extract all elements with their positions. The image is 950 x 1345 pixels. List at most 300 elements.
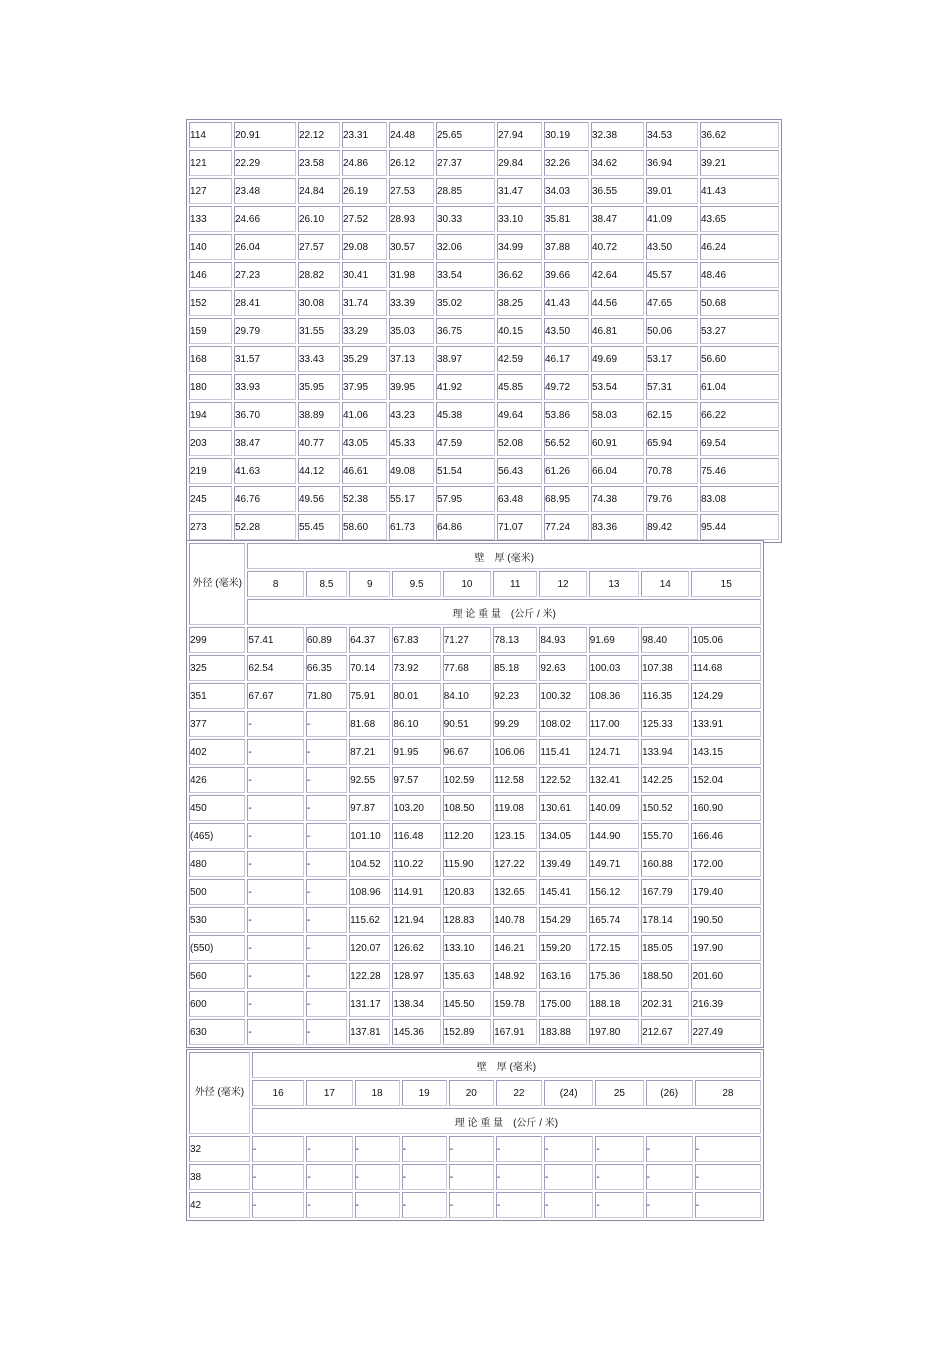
weight-cell: 71.80 bbox=[306, 683, 347, 709]
table-row bbox=[189, 683, 761, 709]
weight-cell: 38.89 bbox=[298, 402, 340, 428]
weight-cell: 145.36 bbox=[392, 1019, 440, 1045]
weight-cell: 75.46 bbox=[700, 458, 779, 484]
weight-cell: - bbox=[449, 1192, 494, 1218]
weight-cell: 38.97 bbox=[436, 346, 495, 372]
weight-cell: 172.00 bbox=[691, 851, 761, 877]
weight-cell: 39.21 bbox=[700, 150, 779, 176]
weight-cell: 122.28 bbox=[349, 963, 390, 989]
weight-cell: - bbox=[247, 739, 303, 765]
table-row bbox=[189, 627, 761, 653]
weight-cell: 31.98 bbox=[389, 262, 434, 288]
weight-cell: 53.27 bbox=[700, 318, 779, 344]
weight-cell: 52.08 bbox=[497, 430, 542, 456]
table-row bbox=[189, 402, 779, 428]
weight-cell: 27.57 bbox=[298, 234, 340, 260]
weight-cell: 152.04 bbox=[691, 767, 761, 793]
weight-cell: 172.15 bbox=[589, 935, 639, 961]
weight-cell: 36.62 bbox=[497, 262, 542, 288]
weight-cell: 166.46 bbox=[691, 823, 761, 849]
weight-cell: 20.91 bbox=[234, 122, 296, 148]
weight-cell: 28.93 bbox=[389, 206, 434, 232]
weight-cell: 125.33 bbox=[641, 711, 689, 737]
weight-cell: 92.23 bbox=[493, 683, 537, 709]
weight-cell: 28.41 bbox=[234, 290, 296, 316]
weight-cell: - bbox=[646, 1164, 693, 1190]
weight-cell: 41.09 bbox=[646, 206, 698, 232]
weight-cell: 29.79 bbox=[234, 318, 296, 344]
weight-cell: 26.10 bbox=[298, 206, 340, 232]
weight-cell: 84.10 bbox=[443, 683, 491, 709]
outer-diameter-cell: 480 bbox=[189, 851, 245, 877]
outer-diameter-cell: 127 bbox=[189, 178, 232, 204]
weight-cell: 90.51 bbox=[443, 711, 491, 737]
weight-cell: 145.41 bbox=[539, 879, 586, 905]
weight-cell: 95.44 bbox=[700, 514, 779, 540]
weight-cell: 53.54 bbox=[591, 374, 644, 400]
weight-cell: 40.15 bbox=[497, 318, 542, 344]
weight-cell: 152.89 bbox=[443, 1019, 491, 1045]
weight-cell: 140.09 bbox=[589, 795, 639, 821]
weight-cell: 92.63 bbox=[539, 655, 586, 681]
weight-cell: 34.03 bbox=[544, 178, 589, 204]
outer-diameter-cell: 299 bbox=[189, 627, 245, 653]
weight-cell: 58.03 bbox=[591, 402, 644, 428]
weight-cell: 167.91 bbox=[493, 1019, 537, 1045]
weight-cell: 100.03 bbox=[589, 655, 639, 681]
weight-cell: 83.36 bbox=[591, 514, 644, 540]
weight-cell: - bbox=[247, 907, 303, 933]
weight-cell: 53.86 bbox=[544, 402, 589, 428]
weight-cell: 185.05 bbox=[641, 935, 689, 961]
weight-cell: - bbox=[247, 879, 303, 905]
weight-cell: 43.05 bbox=[342, 430, 387, 456]
weight-cell: 117.00 bbox=[589, 711, 639, 737]
weight-cell: - bbox=[449, 1164, 494, 1190]
thickness-header-cell: 19 bbox=[402, 1080, 447, 1106]
outer-diameter-cell: 146 bbox=[189, 262, 232, 288]
weight-cell: - bbox=[646, 1136, 693, 1162]
weight-cell: 26.04 bbox=[234, 234, 296, 260]
weight-cell: 33.93 bbox=[234, 374, 296, 400]
weight-cell: 28.82 bbox=[298, 262, 340, 288]
thickness-header-cell: 13 bbox=[589, 571, 639, 597]
weight-cell: 159.78 bbox=[493, 991, 537, 1017]
weight-cell: 197.90 bbox=[691, 935, 761, 961]
thickness-header-cell: 9 bbox=[349, 571, 390, 597]
weight-cell: 99.29 bbox=[493, 711, 537, 737]
wall-thickness-header: 壁 厚 (毫米) bbox=[247, 543, 761, 569]
weight-cell: 26.12 bbox=[389, 150, 434, 176]
weight-cell: - bbox=[695, 1192, 761, 1218]
weight-cell: 46.76 bbox=[234, 486, 296, 512]
weight-cell: 61.26 bbox=[544, 458, 589, 484]
weight-cell: 160.90 bbox=[691, 795, 761, 821]
weight-cell: 190.50 bbox=[691, 907, 761, 933]
table-row bbox=[189, 150, 779, 176]
weight-cell: 183.88 bbox=[539, 1019, 586, 1045]
outer-diameter-cell: 219 bbox=[189, 458, 232, 484]
weight-cell: - bbox=[247, 935, 303, 961]
weight-cell: 36.70 bbox=[234, 402, 296, 428]
weight-cell: - bbox=[306, 711, 347, 737]
weight-cell: 57.31 bbox=[646, 374, 698, 400]
weight-cell: 64.86 bbox=[436, 514, 495, 540]
weight-cell: - bbox=[247, 711, 303, 737]
weight-cell: 60.89 bbox=[306, 627, 347, 653]
table-row bbox=[189, 655, 761, 681]
weight-cell: - bbox=[595, 1164, 643, 1190]
weight-cell: 108.50 bbox=[443, 795, 491, 821]
outer-diameter-cell: 600 bbox=[189, 991, 245, 1017]
weight-cell: 139.49 bbox=[539, 851, 586, 877]
weight-cell: 101.10 bbox=[349, 823, 390, 849]
weight-cell: 71.07 bbox=[497, 514, 542, 540]
table-row bbox=[189, 1164, 761, 1190]
weight-cell: - bbox=[695, 1164, 761, 1190]
weight-cell: 146.21 bbox=[493, 935, 537, 961]
table-row bbox=[189, 767, 761, 793]
outer-diameter-cell: 133 bbox=[189, 206, 232, 232]
weight-cell: 49.56 bbox=[298, 486, 340, 512]
weight-cell: 40.72 bbox=[591, 234, 644, 260]
weight-cell: 79.76 bbox=[646, 486, 698, 512]
weight-cell: 107.38 bbox=[641, 655, 689, 681]
weight-cell: 46.17 bbox=[544, 346, 589, 372]
weight-cell: 71.27 bbox=[443, 627, 491, 653]
weight-cell: 27.37 bbox=[436, 150, 495, 176]
outer-diameter-cell: 500 bbox=[189, 879, 245, 905]
weight-cell: 77.24 bbox=[544, 514, 589, 540]
weight-table-part-1 bbox=[186, 119, 782, 543]
weight-cell: - bbox=[306, 935, 347, 961]
weight-cell: 97.87 bbox=[349, 795, 390, 821]
weight-cell: 122.52 bbox=[539, 767, 586, 793]
weight-cell: 60.91 bbox=[591, 430, 644, 456]
weight-cell: 49.69 bbox=[591, 346, 644, 372]
weight-cell: 29.08 bbox=[342, 234, 387, 260]
weight-cell: 105.06 bbox=[691, 627, 761, 653]
weight-cell: 124.71 bbox=[589, 739, 639, 765]
outer-diameter-cell: 450 bbox=[189, 795, 245, 821]
weight-cell: 133.91 bbox=[691, 711, 761, 737]
weight-cell: 68.95 bbox=[544, 486, 589, 512]
weight-cell: 179.40 bbox=[691, 879, 761, 905]
weight-cell: 201.60 bbox=[691, 963, 761, 989]
weight-cell: 35.95 bbox=[298, 374, 340, 400]
weight-cell: - bbox=[252, 1192, 304, 1218]
weight-cell: - bbox=[247, 795, 303, 821]
weight-cell: - bbox=[306, 879, 347, 905]
weight-cell: 216.39 bbox=[691, 991, 761, 1017]
thickness-header-cell: 8.5 bbox=[306, 571, 347, 597]
weight-cell: 37.88 bbox=[544, 234, 589, 260]
weight-cell: - bbox=[306, 907, 347, 933]
weight-cell: - bbox=[306, 1192, 352, 1218]
weight-cell: - bbox=[252, 1164, 304, 1190]
outer-diameter-cell: 530 bbox=[189, 907, 245, 933]
weight-cell: 142.25 bbox=[641, 767, 689, 793]
weight-cell: 116.35 bbox=[641, 683, 689, 709]
weight-cell: 49.08 bbox=[389, 458, 434, 484]
outer-diameter-cell: 560 bbox=[189, 963, 245, 989]
table-row bbox=[189, 486, 779, 512]
outer-diameter-cell: 121 bbox=[189, 150, 232, 176]
weight-cell: 24.66 bbox=[234, 206, 296, 232]
weight-cell: 24.84 bbox=[298, 178, 340, 204]
weight-cell: 188.50 bbox=[641, 963, 689, 989]
weight-cell: 43.23 bbox=[389, 402, 434, 428]
weight-cell: 57.41 bbox=[247, 627, 303, 653]
weight-cell: 202.31 bbox=[641, 991, 689, 1017]
weight-cell: 33.43 bbox=[298, 346, 340, 372]
weight-cell: 40.77 bbox=[298, 430, 340, 456]
weight-cell: 27.53 bbox=[389, 178, 434, 204]
table-row bbox=[189, 851, 761, 877]
weight-cell: 116.48 bbox=[392, 823, 440, 849]
weight-cell: 24.86 bbox=[342, 150, 387, 176]
thickness-header-cell: 18 bbox=[355, 1080, 400, 1106]
weight-cell: 143.15 bbox=[691, 739, 761, 765]
weight-cell: 163.16 bbox=[539, 963, 586, 989]
weight-cell: 108.02 bbox=[539, 711, 586, 737]
weight-cell: 33.39 bbox=[389, 290, 434, 316]
weight-cell: - bbox=[646, 1192, 693, 1218]
weight-cell: 69.54 bbox=[700, 430, 779, 456]
weight-cell: 33.10 bbox=[497, 206, 542, 232]
weight-cell: 41.92 bbox=[436, 374, 495, 400]
weight-cell: - bbox=[402, 1136, 447, 1162]
weight-cell: 124.29 bbox=[691, 683, 761, 709]
weight-cell: 188.18 bbox=[589, 991, 639, 1017]
weight-cell: - bbox=[402, 1164, 447, 1190]
table-row bbox=[189, 1019, 761, 1045]
weight-cell: 128.83 bbox=[443, 907, 491, 933]
weight-cell: - bbox=[247, 963, 303, 989]
weight-cell: - bbox=[306, 1136, 352, 1162]
weight-cell: 52.38 bbox=[342, 486, 387, 512]
outer-diameter-cell: 194 bbox=[189, 402, 232, 428]
weight-cell: 46.24 bbox=[700, 234, 779, 260]
outer-diameter-cell: 325 bbox=[189, 655, 245, 681]
weight-cell: - bbox=[544, 1136, 593, 1162]
outer-diameter-cell: 351 bbox=[189, 683, 245, 709]
weight-cell: 155.70 bbox=[641, 823, 689, 849]
weight-cell: 154.29 bbox=[539, 907, 586, 933]
weight-cell: 132.65 bbox=[493, 879, 537, 905]
weight-cell: 32.06 bbox=[436, 234, 495, 260]
weight-cell: - bbox=[402, 1192, 447, 1218]
weight-cell: 36.62 bbox=[700, 122, 779, 148]
weight-cell: 120.83 bbox=[443, 879, 491, 905]
weight-cell: 50.68 bbox=[700, 290, 779, 316]
weight-cell: 112.58 bbox=[493, 767, 537, 793]
table-row bbox=[189, 206, 779, 232]
weight-cell: 67.83 bbox=[392, 627, 440, 653]
weight-cell: 61.04 bbox=[700, 374, 779, 400]
weight-cell: 115.90 bbox=[443, 851, 491, 877]
table-row bbox=[189, 318, 779, 344]
table-row bbox=[189, 823, 761, 849]
weight-cell: 150.52 bbox=[641, 795, 689, 821]
weight-cell: 106.06 bbox=[493, 739, 537, 765]
weight-cell: 84.93 bbox=[539, 627, 586, 653]
theoretical-weight-header: 理 论 重 量 (公斤 / 米) bbox=[252, 1108, 761, 1134]
weight-cell: 36.55 bbox=[591, 178, 644, 204]
weight-cell: 46.81 bbox=[591, 318, 644, 344]
weight-cell: 61.73 bbox=[389, 514, 434, 540]
weight-cell: 22.12 bbox=[298, 122, 340, 148]
weight-cell: 175.00 bbox=[539, 991, 586, 1017]
weight-cell: 38.47 bbox=[234, 430, 296, 456]
thickness-header-cell: 9.5 bbox=[392, 571, 440, 597]
weight-cell: - bbox=[306, 991, 347, 1017]
table-row bbox=[189, 346, 779, 372]
weight-cell: - bbox=[306, 1164, 352, 1190]
weight-cell: 62.15 bbox=[646, 402, 698, 428]
weight-cell: 98.40 bbox=[641, 627, 689, 653]
weight-cell: 140.78 bbox=[493, 907, 537, 933]
weight-cell: 121.94 bbox=[392, 907, 440, 933]
weight-cell: 108.36 bbox=[589, 683, 639, 709]
weight-cell: 144.90 bbox=[589, 823, 639, 849]
weight-cell: 52.28 bbox=[234, 514, 296, 540]
thickness-header-cell: 20 bbox=[449, 1080, 494, 1106]
weight-cell: - bbox=[544, 1192, 593, 1218]
thickness-header-cell: 11 bbox=[493, 571, 537, 597]
thickness-header-cell: 10 bbox=[443, 571, 491, 597]
weight-cell: 65.94 bbox=[646, 430, 698, 456]
outer-diameter-cell: 168 bbox=[189, 346, 232, 372]
weight-cell: 91.95 bbox=[392, 739, 440, 765]
weight-cell: 100.32 bbox=[539, 683, 586, 709]
wall-thickness-header: 壁 厚 (毫米) bbox=[252, 1052, 761, 1078]
table-row bbox=[189, 262, 779, 288]
weight-cell: 137.81 bbox=[349, 1019, 390, 1045]
weight-cell: 86.10 bbox=[392, 711, 440, 737]
weight-cell: 25.65 bbox=[436, 122, 495, 148]
weight-cell: 31.55 bbox=[298, 318, 340, 344]
weight-cell: 35.81 bbox=[544, 206, 589, 232]
weight-cell: 42.64 bbox=[591, 262, 644, 288]
weight-cell: 56.52 bbox=[544, 430, 589, 456]
weight-cell: 50.06 bbox=[646, 318, 698, 344]
weight-cell: 128.97 bbox=[392, 963, 440, 989]
weight-cell: 27.52 bbox=[342, 206, 387, 232]
weight-cell: 47.59 bbox=[436, 430, 495, 456]
weight-cell: 29.84 bbox=[497, 150, 542, 176]
weight-cell: 44.12 bbox=[298, 458, 340, 484]
weight-cell: 77.68 bbox=[443, 655, 491, 681]
weight-cell: 39.66 bbox=[544, 262, 589, 288]
weight-cell: 89.42 bbox=[646, 514, 698, 540]
weight-cell: 134.05 bbox=[539, 823, 586, 849]
weight-cell: - bbox=[247, 767, 303, 793]
outer-diameter-cell: (550) bbox=[189, 935, 245, 961]
weight-cell: 160.88 bbox=[641, 851, 689, 877]
weight-cell: 30.08 bbox=[298, 290, 340, 316]
outer-diameter-cell: 402 bbox=[189, 739, 245, 765]
weight-cell: 80.01 bbox=[392, 683, 440, 709]
weight-cell: - bbox=[695, 1136, 761, 1162]
weight-cell: 33.29 bbox=[342, 318, 387, 344]
weight-cell: 70.78 bbox=[646, 458, 698, 484]
weight-cell: 167.79 bbox=[641, 879, 689, 905]
weight-cell: 148.92 bbox=[493, 963, 537, 989]
weight-cell: - bbox=[247, 823, 303, 849]
weight-cell: 30.19 bbox=[544, 122, 589, 148]
weight-cell: 127.22 bbox=[493, 851, 537, 877]
weight-cell: - bbox=[306, 767, 347, 793]
weight-cell: 32.38 bbox=[591, 122, 644, 148]
weight-cell: 178.14 bbox=[641, 907, 689, 933]
weight-cell: 34.53 bbox=[646, 122, 698, 148]
weight-cell: 85.18 bbox=[493, 655, 537, 681]
weight-cell: - bbox=[496, 1136, 542, 1162]
weight-cell: - bbox=[595, 1136, 643, 1162]
thickness-header-cell: (24) bbox=[544, 1080, 593, 1106]
weight-cell: 55.45 bbox=[298, 514, 340, 540]
weight-cell: 30.33 bbox=[436, 206, 495, 232]
thickness-header-cell: 28 bbox=[695, 1080, 761, 1106]
weight-cell: - bbox=[306, 795, 347, 821]
weight-table-part-3 bbox=[186, 1049, 764, 1221]
weight-cell: - bbox=[355, 1164, 400, 1190]
weight-cell: 83.08 bbox=[700, 486, 779, 512]
weight-cell: 35.02 bbox=[436, 290, 495, 316]
outer-diameter-cell: 152 bbox=[189, 290, 232, 316]
weight-cell: 43.50 bbox=[544, 318, 589, 344]
table-row bbox=[189, 430, 779, 456]
weight-cell: 51.54 bbox=[436, 458, 495, 484]
weight-cell: 119.08 bbox=[493, 795, 537, 821]
table-row bbox=[189, 122, 779, 148]
thickness-header-cell: 17 bbox=[306, 1080, 352, 1106]
weight-cell: - bbox=[306, 963, 347, 989]
outer-diameter-cell: 180 bbox=[189, 374, 232, 400]
weight-cell: - bbox=[247, 851, 303, 877]
weight-cell: 41.43 bbox=[700, 178, 779, 204]
weight-cell: 96.67 bbox=[443, 739, 491, 765]
weight-cell: 26.19 bbox=[342, 178, 387, 204]
weight-cell: 36.94 bbox=[646, 150, 698, 176]
weight-cell: 92.55 bbox=[349, 767, 390, 793]
weight-cell: 34.62 bbox=[591, 150, 644, 176]
outer-diameter-cell: 630 bbox=[189, 1019, 245, 1045]
table-row bbox=[189, 795, 761, 821]
weight-cell: 38.25 bbox=[497, 290, 542, 316]
weight-cell: 35.03 bbox=[389, 318, 434, 344]
weight-cell: 56.60 bbox=[700, 346, 779, 372]
weight-cell: 43.50 bbox=[646, 234, 698, 260]
weight-cell: 31.47 bbox=[497, 178, 542, 204]
weight-cell: 38.47 bbox=[591, 206, 644, 232]
weight-cell: - bbox=[496, 1192, 542, 1218]
table-row bbox=[189, 290, 779, 316]
weight-cell: 37.13 bbox=[389, 346, 434, 372]
weight-cell: 36.75 bbox=[436, 318, 495, 344]
weight-cell: 32.26 bbox=[544, 150, 589, 176]
table-row bbox=[189, 963, 761, 989]
weight-cell: 49.72 bbox=[544, 374, 589, 400]
weight-cell: 63.48 bbox=[497, 486, 542, 512]
weight-cell: 114.68 bbox=[691, 655, 761, 681]
outer-diameter-cell: 426 bbox=[189, 767, 245, 793]
table-row bbox=[189, 178, 779, 204]
weight-cell: 97.57 bbox=[392, 767, 440, 793]
weight-cell: 175.36 bbox=[589, 963, 639, 989]
weight-cell: 64.37 bbox=[349, 627, 390, 653]
